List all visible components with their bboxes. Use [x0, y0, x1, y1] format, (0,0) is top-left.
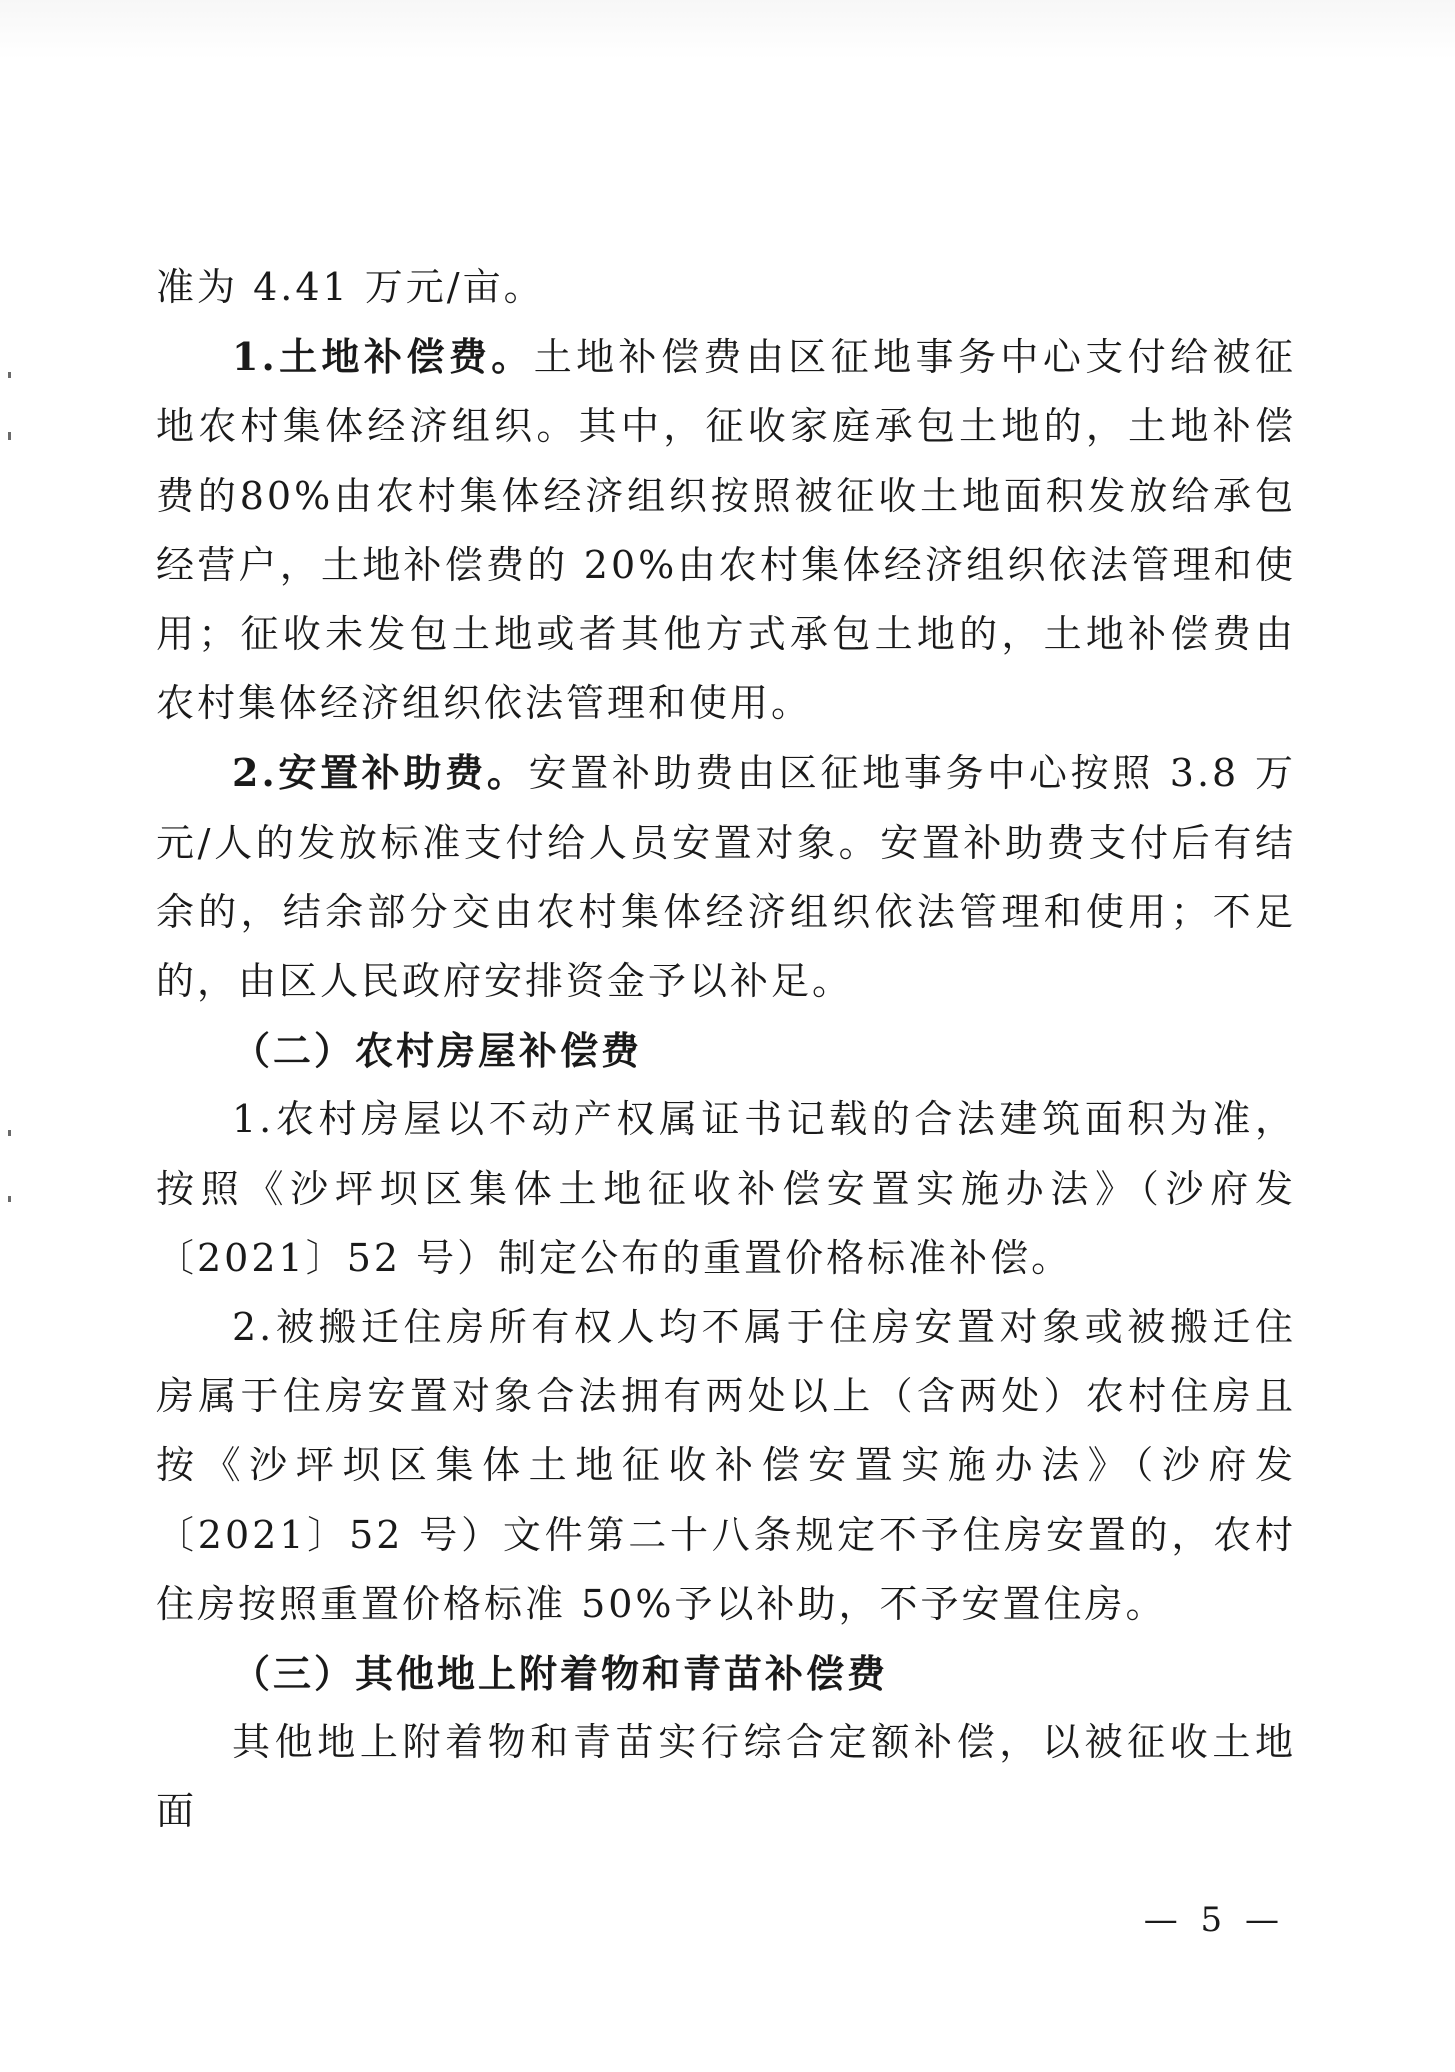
- paragraph-lead: 2.安置补助费。: [232, 750, 529, 796]
- paragraph: [156, 1708, 1296, 1846]
- section-heading: [156, 1016, 1296, 1085]
- paragraph-text: 准为 4.41 万元/亩。: [156, 265, 545, 309]
- paragraph: [156, 1293, 1296, 1639]
- paragraph-text: 其他地上附着物和青苗实行综合定额补偿，以被征收土地面: [156, 1720, 1296, 1834]
- document-body: [156, 252, 1296, 1847]
- paragraph-text: 安置补助费由区征地事务中心按照 3.8 万元/人的发放标准支付给人员安置对象。安置补助费支付后有结余的，结余部分交由农村集体经济组织依法管理和使用；不足的，由区人民政府安排资金予以补足。: [156, 751, 1297, 1004]
- paragraph: [156, 1085, 1296, 1293]
- scan-mark: [8, 432, 11, 440]
- scan-mark: [8, 372, 11, 378]
- paragraph-text: 2.被搬迁住房所有权人均不属于住房安置对象或被搬迁住房属于住房安置对象合法拥有两处以上（含两处）农村住房且按《沙坪坝区集体土地征收补偿安置实施办法》（沙府发〔2021〕52 号）文件第二十八条规定不予住房安置的，农村住房按照重置价格标准 50%予以补助，不予安置住房。: [156, 1305, 1296, 1626]
- paragraph-lead: 1.土地补偿费。: [232, 334, 534, 380]
- section-heading-text: （三）其他地上附着物和青苗补偿费: [232, 1651, 889, 1697]
- scan-mark: [8, 1130, 11, 1136]
- paragraph: [156, 322, 1296, 738]
- paragraph: [156, 252, 1296, 322]
- paragraph: [156, 738, 1296, 1016]
- scan-mark: [8, 1196, 11, 1202]
- paragraph-text: 1.农村房屋以不动产权属证书记载的合法建筑面积为准，按照《沙坪坝区集体土地征收补偿安置实施办法》（沙府发〔2021〕52 号）制定公布的重置价格标准补偿。: [156, 1097, 1296, 1280]
- paragraph-text: 土地补偿费由区征地事务中心支付给被征地农村集体经济组织。其中，征收家庭承包土地的，土地补偿费的80%由农村集体经济组织按照被征收土地面积发放给承包经营户，土地补偿费的 20%由农村集体经济组织依法管理和使用；征收未发包土地或者其他方式承包土地的，土地补偿费由农村集体经济组织依法管理和使用。: [156, 335, 1296, 726]
- section-heading-text: （二）农村房屋补偿费: [232, 1028, 643, 1074]
- section-heading: [156, 1639, 1296, 1708]
- page-number: — 5 —: [1143, 1900, 1285, 1940]
